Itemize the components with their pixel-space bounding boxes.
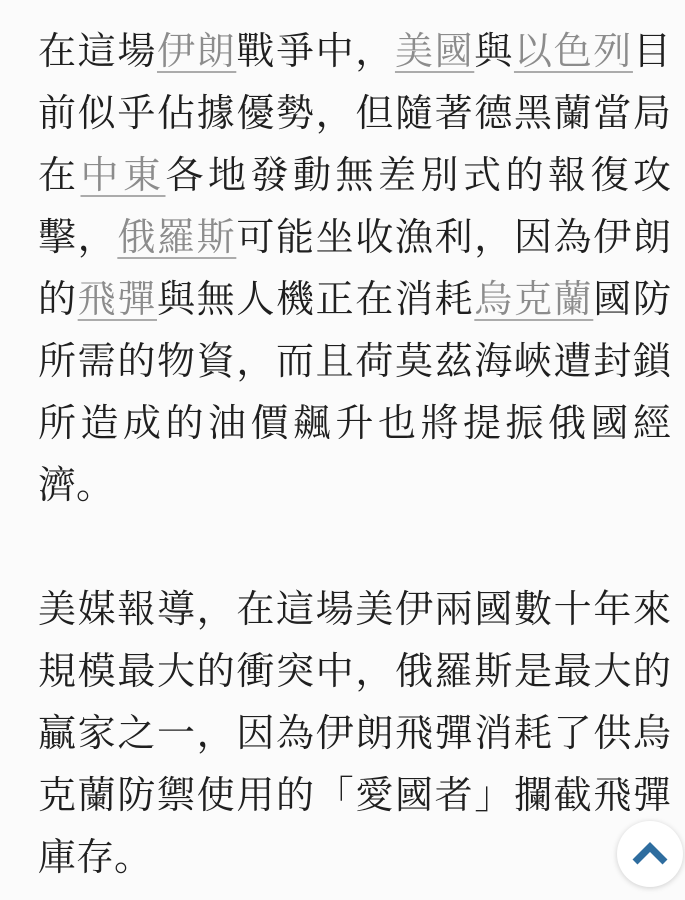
text-segment: 在這場 [38,31,157,73]
paragraph [38,579,671,889]
text-segment: 與 [474,31,514,73]
text-segment: 國防所需的物資，而且荷莫茲海峽遭封鎖所造成的油價飆升也將提振俄國經濟。 [38,279,671,507]
text-segment: 與無人機正在消耗 [157,279,475,321]
inline-link[interactable]: 飛彈 [77,279,157,321]
text-segment: 各地發動無差別式的報復攻擊， [38,155,671,259]
inline-link[interactable]: 中東 [80,155,166,197]
text-segment: 戰爭中， [236,31,395,73]
paragraph [38,21,671,517]
inline-link[interactable]: 伊朗 [156,31,237,73]
inline-link[interactable]: 以色列 [513,31,633,73]
inline-link[interactable]: 俄羅斯 [117,217,237,259]
article-paragraphs [38,21,671,889]
text-segment: 目前似乎佔據優勢，但隨著德黑蘭當局在 [38,31,671,197]
inline-link[interactable]: 烏克蘭 [474,279,594,321]
text-segment: 美媒報導，在這場美伊兩國數十年來規模最大的衝突中，俄羅斯是最大的贏家之一，因為伊朗飛彈消耗了供烏克蘭防禦使用的「愛國者」攔截飛彈庫存。 [38,589,671,879]
chevron-up-icon [631,841,669,867]
text-segment: 可能坐收漁利，因為伊朗的 [38,217,671,321]
inline-link[interactable]: 美國 [394,31,475,73]
scroll-to-top-button[interactable] [617,821,683,887]
